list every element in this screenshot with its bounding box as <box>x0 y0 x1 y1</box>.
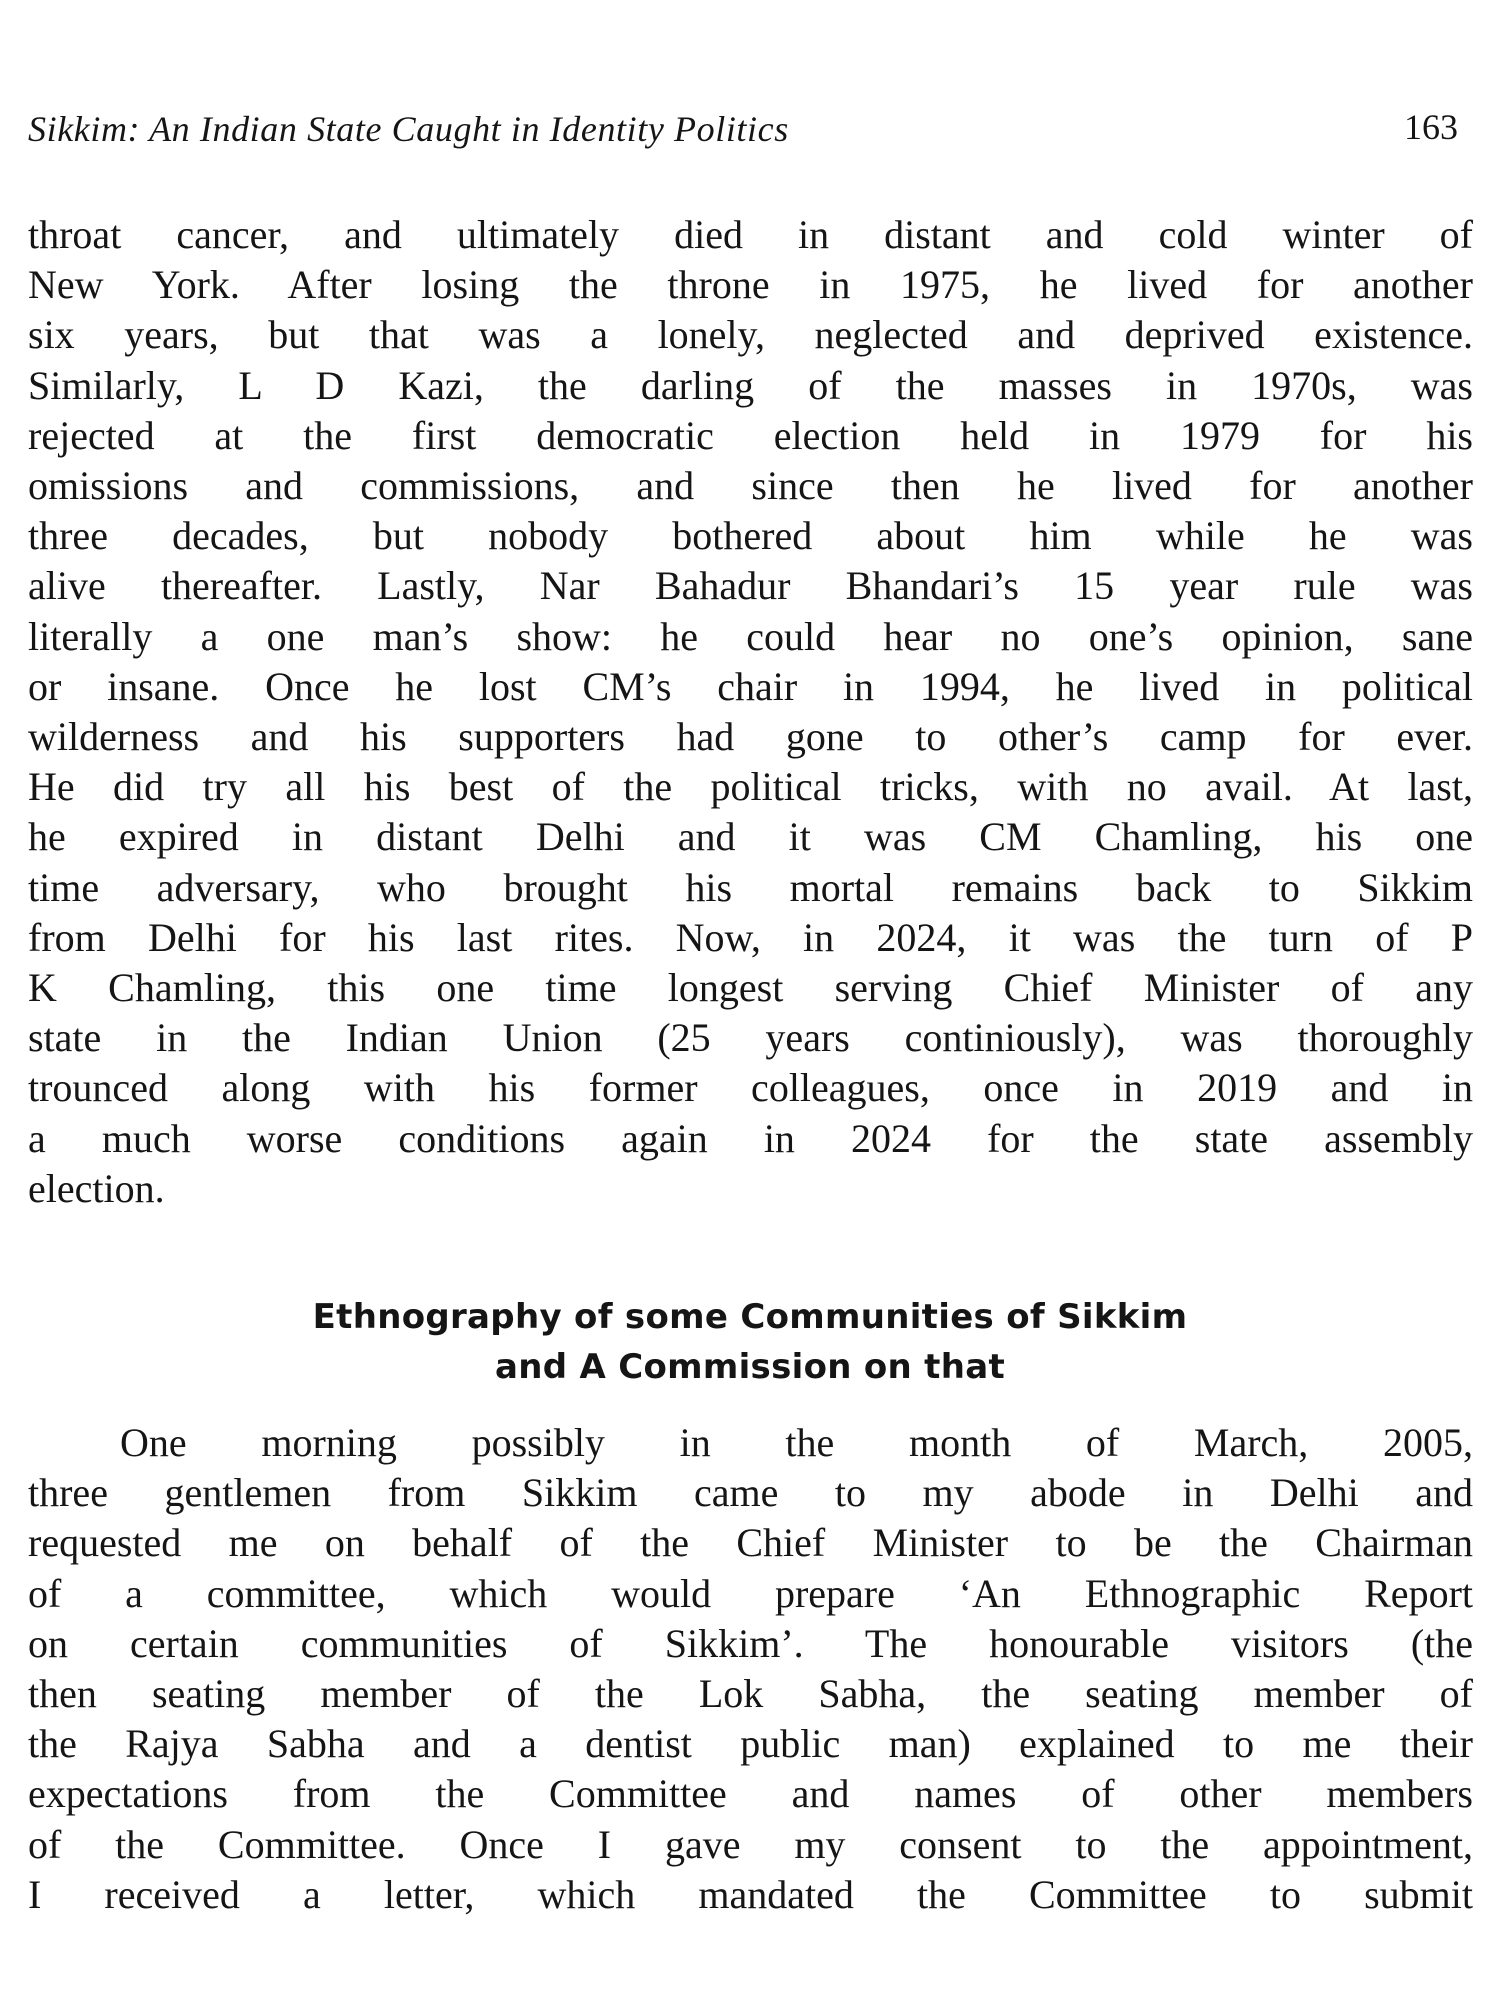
paragraph-2 <box>28 1418 1473 1920</box>
text-line: trounced along with his former colleagues, once in 2019 and in <box>28 1065 1473 1111</box>
running-title: Sikkim: An Indian State Caught in Identity Politics <box>28 109 789 149</box>
text-line: throat cancer, and ultimately died in distant and cold winter of <box>28 212 1473 257</box>
text-line: three decades, but nobody bothered about him while he was <box>28 513 1473 559</box>
text-line: election. <box>28 1165 165 1211</box>
text-line: three gentlemen from Sikkim came to my abode in Delhi and <box>28 1470 1473 1516</box>
section-heading <box>0 1292 1500 1392</box>
text-line: alive thereafter. Lastly, Nar Bahadur Bhandari’s 15 year rule was <box>28 563 1473 609</box>
text-line: expectations from the Committee and names of other members <box>28 1771 1473 1817</box>
text-line: One morning possibly in the month of March, 2005, <box>120 1420 1473 1465</box>
text-line: He did try all his best of the political tricks, with no avail. At last, <box>28 764 1473 810</box>
text-line: omissions and commissions, and since then he lived for another <box>28 463 1473 509</box>
text-line: I received a letter, which mandated the Committee to submit <box>28 1871 1473 1917</box>
text-line: he expired in distant Delhi and it was CM Chamling, his one <box>28 814 1473 860</box>
text-line: a much worse conditions again in 2024 for the state assembly <box>28 1115 1473 1161</box>
paragraph-1 <box>28 210 1473 1214</box>
text-line: time adversary, who brought his mortal remains back to Sikkim <box>28 864 1473 910</box>
text-line: on certain communities of Sikkim’. The honourable visitors (the <box>28 1620 1473 1666</box>
text-line: Similarly, L D Kazi, the darling of the masses in 1970s, was <box>28 362 1473 408</box>
text-line: K Chamling, this one time longest serving Chief Minister of any <box>28 965 1473 1011</box>
text-line: from Delhi for his last rites. Now, in 2024, it was the turn of P <box>28 914 1473 960</box>
text-line: of the Committee. Once I gave my consent to the appointment, <box>28 1821 1473 1867</box>
page-number: 163 <box>1404 107 1458 147</box>
text-line: then seating member of the Lok Sabha, the seating member of <box>28 1671 1473 1717</box>
text-line: requested me on behalf of the Chief Minister to be the Chairman <box>28 1520 1473 1566</box>
text-line: state in the Indian Union (25 years continiously), was thoroughly <box>28 1015 1473 1061</box>
text-line: New York. After losing the throne in 1975, he lived for another <box>28 262 1473 308</box>
text-line: the Rajya Sabha and a dentist public man) explained to me their <box>28 1721 1473 1767</box>
text-line: of a committee, which would prepare ‘An Ethnographic Report <box>28 1570 1473 1616</box>
text-line: rejected at the first democratic election held in 1979 for his <box>28 412 1473 458</box>
text-line: or insane. Once he lost CM’s chair in 1994, he lived in political <box>28 663 1473 709</box>
text-line: six years, but that was a lonely, neglected and deprived existence. <box>28 312 1473 358</box>
section-heading-line-1: Ethnography of some Communities of Sikkim <box>312 1297 1188 1337</box>
section-heading-line-2: and A Commission on that <box>494 1347 1006 1387</box>
running-head <box>28 108 1458 158</box>
text-line: wilderness and his supporters had gone to other’s camp for ever. <box>28 714 1473 760</box>
text-line: literally a one man’s show: he could hear no one’s opinion, sane <box>28 613 1473 659</box>
